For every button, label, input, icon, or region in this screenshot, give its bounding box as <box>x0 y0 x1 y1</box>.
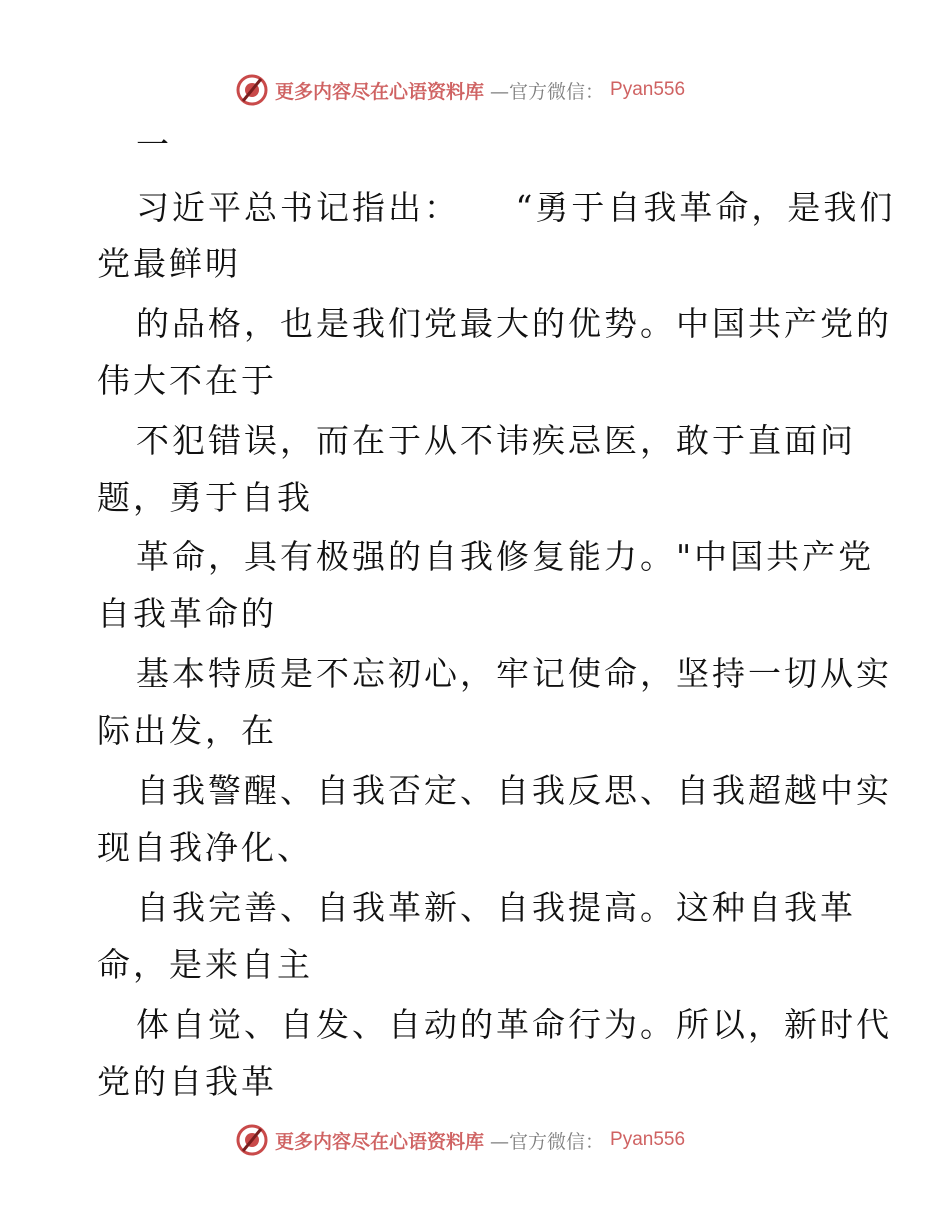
text-line: 自我革命的 <box>97 594 277 633</box>
watermark-account: Pyan556 <box>610 79 686 100</box>
text-line: 自我警醒、自我否定、自我反思、自我超越中实 <box>136 771 892 810</box>
text-line: 自我完善、自我革新、自我提高。这种自我革 <box>136 888 856 927</box>
watermark-account: Pyan556 <box>610 1129 686 1150</box>
text-line: 伟大不在于 <box>97 361 277 400</box>
text-line: 命，是来自主 <box>97 945 313 984</box>
watermark-text: 更多内容尽在心语资料库 <box>275 80 485 103</box>
watermark-text: 更多内容尽在心语资料库 <box>275 1130 485 1153</box>
text-line: 的品格，也是我们党最大的优势。中国共产党的 <box>136 304 892 343</box>
text-line: 现自我净化、 <box>97 828 313 867</box>
text-line: 体自觉、自发、自动的革命行为。所以，新时代 <box>136 1005 892 1044</box>
text-line: 习近平总书记指出： “勇于自我革命，是我们 <box>136 188 896 227</box>
watermark-separator: —官方微信： <box>490 1130 605 1153</box>
footer-watermark <box>235 1122 755 1158</box>
text-line: 党最鲜明 <box>97 244 241 283</box>
logo-icon <box>235 73 269 107</box>
text-line: 革命，具有极强的自我修复能力。"中国共产党 <box>136 537 875 576</box>
text-line: 一 <box>136 125 172 164</box>
text-line: 不犯错误，而在于从不讳疾忌医，敢于直面问 <box>136 421 856 460</box>
text-line: 际出发，在 <box>97 711 277 750</box>
header-watermark <box>235 72 755 108</box>
text-line: 基本特质是不忘初心，牢记使命，坚持一切从实 <box>136 654 892 693</box>
text-line: 党的自我革 <box>97 1062 277 1101</box>
watermark-separator: —官方微信： <box>490 80 605 103</box>
logo-icon <box>235 1123 269 1157</box>
text-line: 题，勇于自我 <box>97 478 313 517</box>
